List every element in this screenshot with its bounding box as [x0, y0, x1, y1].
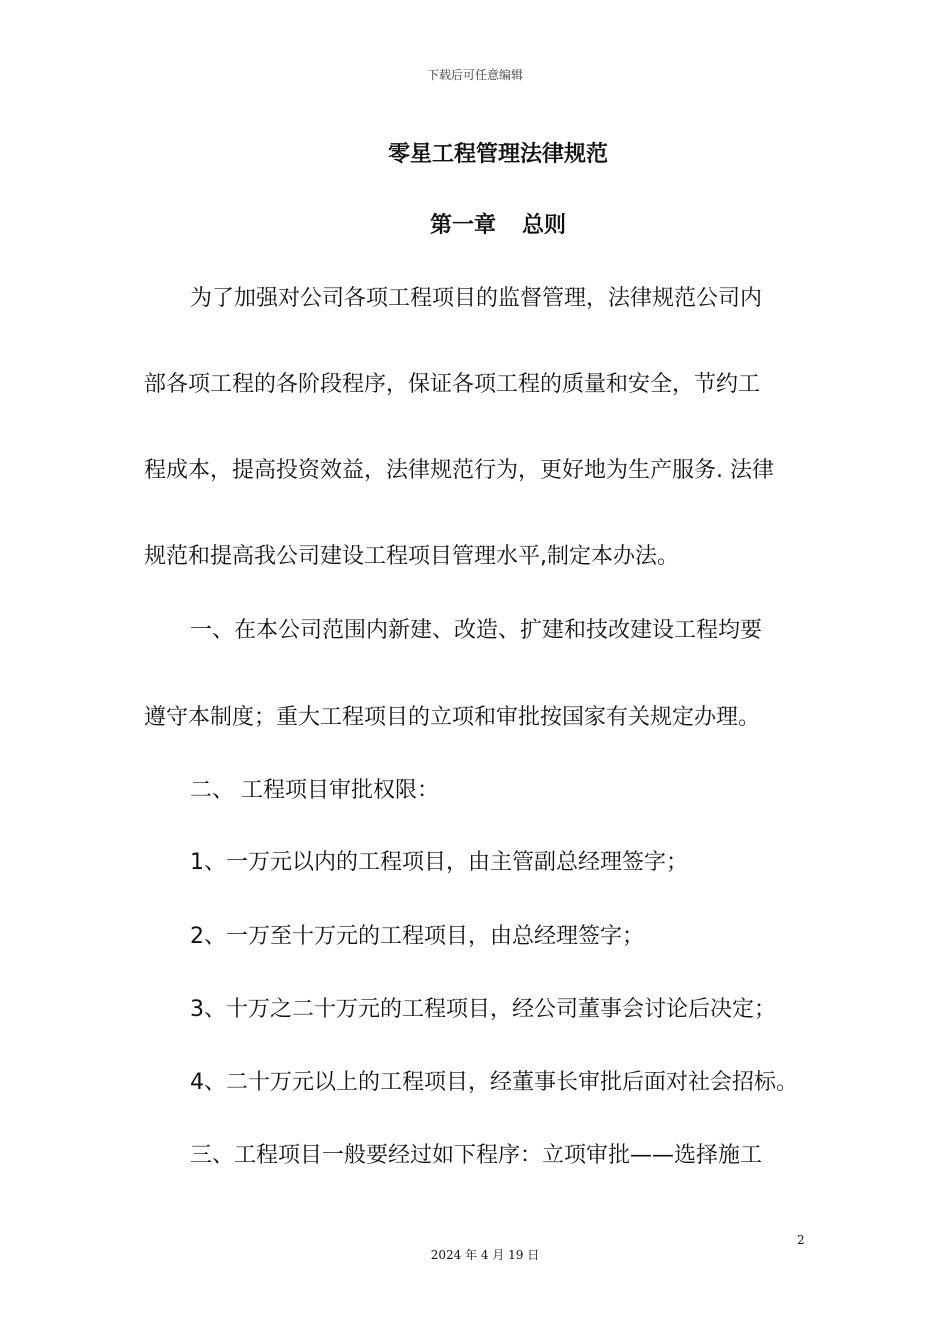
paragraph-line: 三、工程项目一般要经过如下程序：立项审批——选择施工: [190, 1143, 763, 1168]
paragraph-line: 为了加强对公司各项工程项目的监督管理，法律规范公司内: [190, 286, 763, 311]
list-heading: 二、 工程项目审批权限：: [190, 778, 439, 803]
page-number: 2: [797, 1233, 805, 1247]
paragraph-line: 一、在本公司范围内新建、改造、扩建和技改建设工程均要: [190, 618, 763, 643]
document-title: 零星工程管理法律规范: [387, 142, 608, 167]
chapter-heading: [0, 208, 950, 239]
chapter-number: 第一章: [429, 213, 496, 238]
paragraph-line: 规范和提高我公司建设工程项目管理水平,制定本办法。: [144, 544, 679, 569]
footer-date: 2024 年 4 月 19 日: [430, 1248, 540, 1262]
paragraph-line: 部各项工程的各阶段程序，保证各项工程的质量和安全，节约工: [144, 372, 761, 397]
chapter-title: 总则: [522, 213, 567, 238]
list-item: 2、一万至十万元的工程项目，由总经理签字；: [190, 924, 644, 949]
list-item: 4、二十万元以上的工程项目，经董事长审批后面对社会招标。: [190, 1070, 798, 1095]
header-note: 下载后可任意编辑: [426, 68, 523, 82]
paragraph-line: 遵守本制度；重大工程项目的立项和审批按国家有关规定办理。: [144, 705, 761, 730]
list-item: 1、一万元以内的工程项目，由主管副总经理签字；: [190, 850, 688, 875]
paragraph-line: 程成本，提高投资效益，法律规范行为，更好地为生产服务. 法律: [144, 458, 774, 483]
list-item: 3、十万之二十万元的工程项目，经公司董事会讨论后决定；: [190, 997, 776, 1022]
